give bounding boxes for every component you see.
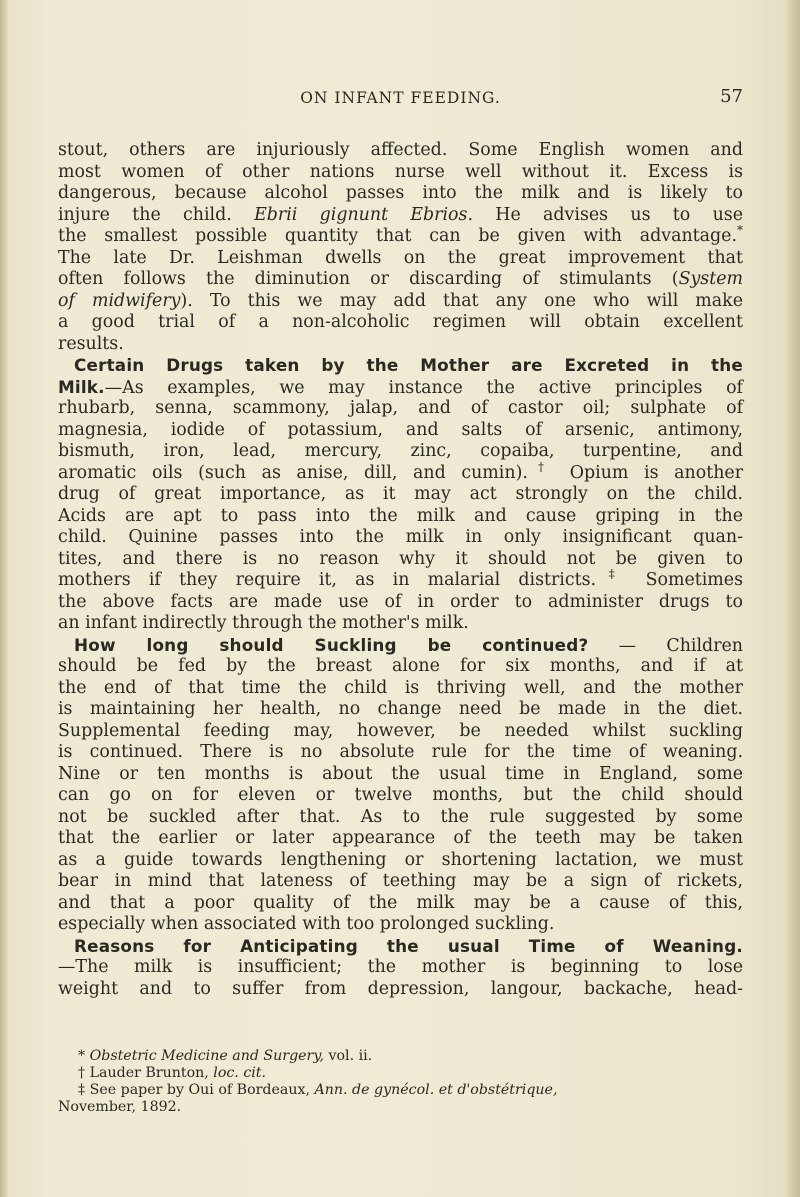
footnote-3-cont: November, 1892. (58, 1099, 182, 1115)
text-line: the above facts are made use of in order to administer drugs to (58, 591, 743, 612)
footnote-marker: * (737, 223, 743, 238)
text-line: the smallest possible quantity that can be given with advantage.* (58, 223, 743, 246)
footnotes (58, 1048, 743, 1116)
text-line: especially when associated with too prolonged suckling. (58, 914, 555, 934)
text-line: Milk.—As examples, we may instance the active principles of (58, 376, 743, 398)
text-line: often follows the diminution or discarding of stimulants (System (58, 269, 743, 289)
text-line: is maintaining her health, no change need be made in the diet. (58, 699, 743, 719)
latin-quote: Ebrii gignunt Ebrios. (254, 204, 473, 225)
text-line: bismuth, iron, lead, mercury, zinc, copaiba, turpentine, and (58, 441, 743, 461)
text-line: tites, and there is no reason why it should not be given to (58, 548, 743, 569)
text-line: Acids are apt to pass into the milk and cause griping in the (58, 505, 743, 526)
text-line: is continued. There is no absolute rule for the time of weaning. (58, 742, 743, 762)
footnote-2: † Lauder Brunton, loc. cit. (78, 1065, 267, 1081)
text-line: aromatic oils (such as anise, dill, and cumin).† Opium is another (58, 459, 744, 483)
text-line: —The milk is insufficient; the mother is beginning to lose (58, 957, 743, 977)
text-line: Nine or ten months is about the usual time in England, some (58, 763, 743, 784)
section-heading-suckling: How long should Suckling be continued? (74, 634, 589, 655)
section-heading-drugs-cont: Milk. (58, 376, 105, 397)
body-text (58, 140, 743, 1000)
text-line: Supplemental feeding may, however, be needed whilst suckling (58, 720, 743, 741)
text-line: rhubarb, senna, scammony, jalap, and of castor oil; sulphate of (58, 398, 743, 418)
page-number: 57 (720, 86, 743, 107)
text-line: injure the child. Ebrii gignunt Ebrios. He advises us to use (58, 204, 743, 225)
page-header (58, 88, 743, 112)
page-gutter-left (0, 0, 8, 1197)
text-line: How long should Suckling be continued? — Children (74, 634, 743, 656)
text-line: mothers if they require it, as in malarial districts.‡ Sometimes (58, 567, 744, 590)
text-line: should be fed by the breast alone for six months, and if at (58, 656, 743, 676)
text-line: The late Dr. Leishman dwells on the great improvement that (58, 247, 743, 268)
text-line: as a guide towards lengthening or shortening lactation, we must (58, 849, 743, 870)
footnote-1: * Obstetric Medicine and Surgery, vol. ii. (78, 1048, 373, 1064)
text-line: weight and to suffer from depression, langour, backache, head- (58, 978, 743, 999)
text-line: child. Quinine passes into the milk in only insignificant quan- (58, 527, 743, 547)
text-line: that the earlier or later appearance of the teeth may be taken (58, 828, 743, 848)
text-line: can go on for eleven or twelve months, but the child should (58, 785, 743, 805)
text-line: the end of that time the child is thriving well, and the mother (58, 677, 743, 698)
text-line: of midwifery). To this we may add that any one who will make (58, 290, 743, 311)
text-line: stout, others are injuriously affected. Some English women and (58, 140, 743, 160)
book-title: of midwifery (58, 290, 181, 311)
book-title: System (678, 269, 743, 289)
footnote-3: ‡ See paper by Oui of Bordeaux, Ann. de gynécol. et d'obstétrique, (78, 1082, 558, 1098)
footnote-marker: † (527, 459, 555, 474)
page-edge-right (784, 0, 800, 1197)
section-heading-drugs: Certain Drugs taken by the Mother are Excreted in the (74, 355, 743, 375)
text-line: bear in mind that lateness of teething may be a sign of rickets, (58, 871, 743, 891)
text-line: results. (58, 333, 124, 354)
text-line: magnesia, iodide of potassium, and salts of arsenic, antimony, (58, 419, 743, 440)
text-line: most women of other nations nurse well without it. Excess is (58, 161, 743, 182)
text-line: a good trial of a non-alcoholic regimen will obtain excellent (58, 312, 743, 332)
text-line: and that a poor quality of the milk may be a cause of this, (58, 892, 743, 913)
section-heading-weaning: Reasons for Anticipating the usual Time of Weaning. (74, 935, 743, 956)
running-title: ON INFANT FEEDING. (300, 89, 501, 107)
text-line: an infant indirectly through the mother's milk. (58, 613, 469, 633)
text-line: dangerous, because alcohol passes into the milk and is likely to (58, 183, 743, 203)
text-line: drug of great importance, as it may act strongly on the child. (58, 484, 743, 504)
footnote-marker: ‡ (596, 567, 628, 582)
text-line: not be suckled after that. As to the rule suggested by some (58, 806, 743, 827)
